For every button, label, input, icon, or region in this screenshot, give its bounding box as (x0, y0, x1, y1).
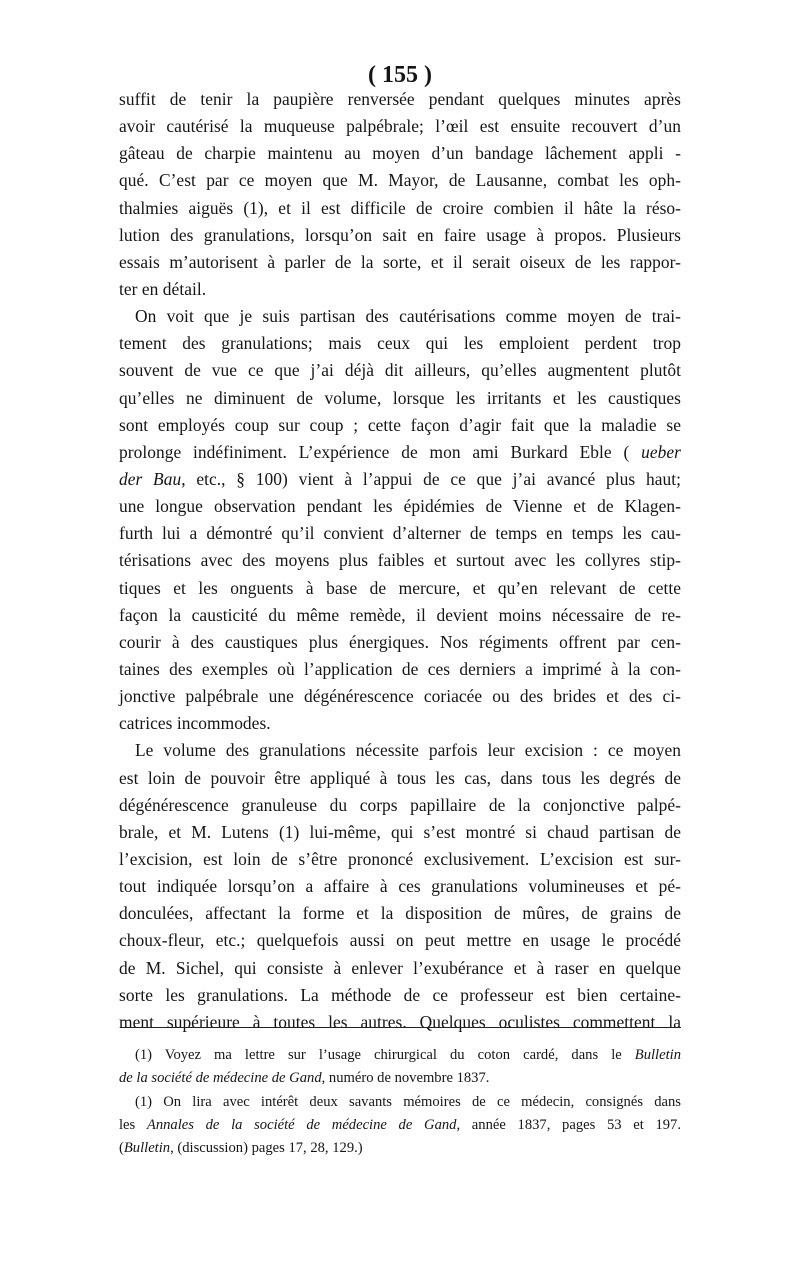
text-line: avoir cautérisé la muqueuse palpébrale; l’œil est ensuite recouvert d’un (119, 116, 681, 137)
text-line: lution des granulations, lorsqu’on sait en faire usage à propos. Plusieurs (119, 224, 681, 245)
text-line: courir à des caustiques plus énergiques. Nos régiments offrent par cen- (119, 631, 681, 652)
text-line: Le volume des granulations nécessite parfois leur excision : ce moyen (135, 740, 681, 761)
paragraph (119, 86, 681, 303)
text-line: dégénérescence granuleuse du corps papillaire de la conjonctive palpé- (119, 794, 681, 815)
text-line: jonctive palpébrale une dégénérescence coriacée ou des brides et des ci- (119, 686, 681, 707)
text-line: tement des granulations; mais ceux qui les emploient perdent trop (119, 333, 681, 354)
text-line: souvent de vue ce que j’ai déjà dit ailleurs, qu’elles augmentent plutôt (119, 360, 681, 381)
footnote-divider (120, 1027, 681, 1028)
body-text (119, 86, 681, 1036)
text-line: taines des exemples où l’application de ces derniers a imprimé à la con- (119, 658, 681, 679)
text-line: catrices incommodes. (119, 713, 271, 734)
page-number: ( 155 ) (368, 62, 432, 88)
text-line: gâteau de charpie maintenu au moyen d’un bandage lâchement appli - (119, 143, 681, 164)
text-line: thalmies aiguës (1), et il est difficile de croire combien il hâte la réso- (119, 197, 681, 218)
footnote-line: (1) On lira avec intérêt deux savants mémoires de ce médecin, consignés dans (135, 1093, 681, 1110)
footnotes (119, 1044, 681, 1160)
text-line: prolonge indéfiniment. L’expérience de mon ami Burkard Eble ( ueber (119, 441, 681, 462)
text-line: une longue observation pendant les épidémies de Vienne et de Klagen- (119, 496, 681, 517)
text-line: On voit que je suis partisan des cautérisations comme moyen de trai- (135, 306, 681, 327)
text-line: der Bau, etc., § 100) vient à l’appui de ce que j’ai avancé plus haut; (119, 468, 681, 489)
paragraph (119, 737, 681, 1036)
footnote-line: de la société de médecine de Gand, numéro de novembre 1837. (119, 1070, 490, 1087)
text-line: ter en détail. (119, 278, 207, 299)
footnote-line: les Annales de la société de médecine de Gand, année 1837, pages 53 et 197. (119, 1116, 681, 1133)
text-line: suffit de tenir la paupière renversée pendant quelques minutes après (119, 89, 681, 109)
text-line: tiques et les onguents à base de mercure, et qu’en relevant de cette (119, 577, 681, 598)
text-line: sont employés coup sur coup ; cette façon d’agir fait que la maladie se (119, 414, 681, 435)
footnote (119, 1044, 681, 1091)
text-line: de M. Sichel, qui consiste à enlever l’exubérance et à raser en quelque (119, 957, 681, 978)
text-line: façon la causticité du même remède, il devient moins nécessaire de re- (119, 604, 681, 625)
text-line: essais m’autorisent à parler de la sorte, et il serait oiseux de les rappor- (119, 251, 681, 272)
text-line: donculées, affectant la forme et la disposition de mûres, de grains de (119, 903, 681, 924)
footnote-line: (Bulletin, (discussion) pages 17, 28, 129.) (119, 1140, 363, 1157)
text-line: choux-fleur, etc.; quelquefois aussi on peut mettre en usage le procédé (119, 930, 681, 951)
text-line: l’excision, est loin de s’être prononcé exclusivement. L’excision est sur- (119, 848, 681, 869)
text-line: sorte les granulations. La méthode de ce professeur est bien certaine- (119, 984, 681, 1005)
text-line: qu’elles ne diminuent de volume, lorsque les irritants et les caustiques (119, 387, 681, 408)
text-line: brale, et M. Lutens (1) lui-même, qui s’est montré si chaud partisan de (119, 821, 681, 842)
text-line: ment supérieure à toutes les autres. Quelques oculistes commettent la (119, 1011, 681, 1032)
footnote-line: (1) Voyez ma lettre sur l’usage chirurgical du coton cardé, dans le Bulletin (135, 1047, 681, 1063)
footnote (119, 1091, 681, 1161)
text-line: furth lui a démontré qu’il convient d’alterner de temps en temps les cau- (119, 523, 681, 544)
text-line: térisations avec des moyens plus faibles et surtout avec les collyres stip- (119, 550, 681, 571)
text-line: tout indiquée lorsqu’on a affaire à ces granulations volumineuses et pé- (119, 876, 681, 897)
text-line: est loin de pouvoir être appliqué à tous les cas, dans tous les degrés de (119, 767, 681, 788)
paragraph (119, 303, 681, 737)
text-line: qué. C’est par ce moyen que M. Mayor, de Lausanne, combat les oph- (119, 170, 681, 191)
